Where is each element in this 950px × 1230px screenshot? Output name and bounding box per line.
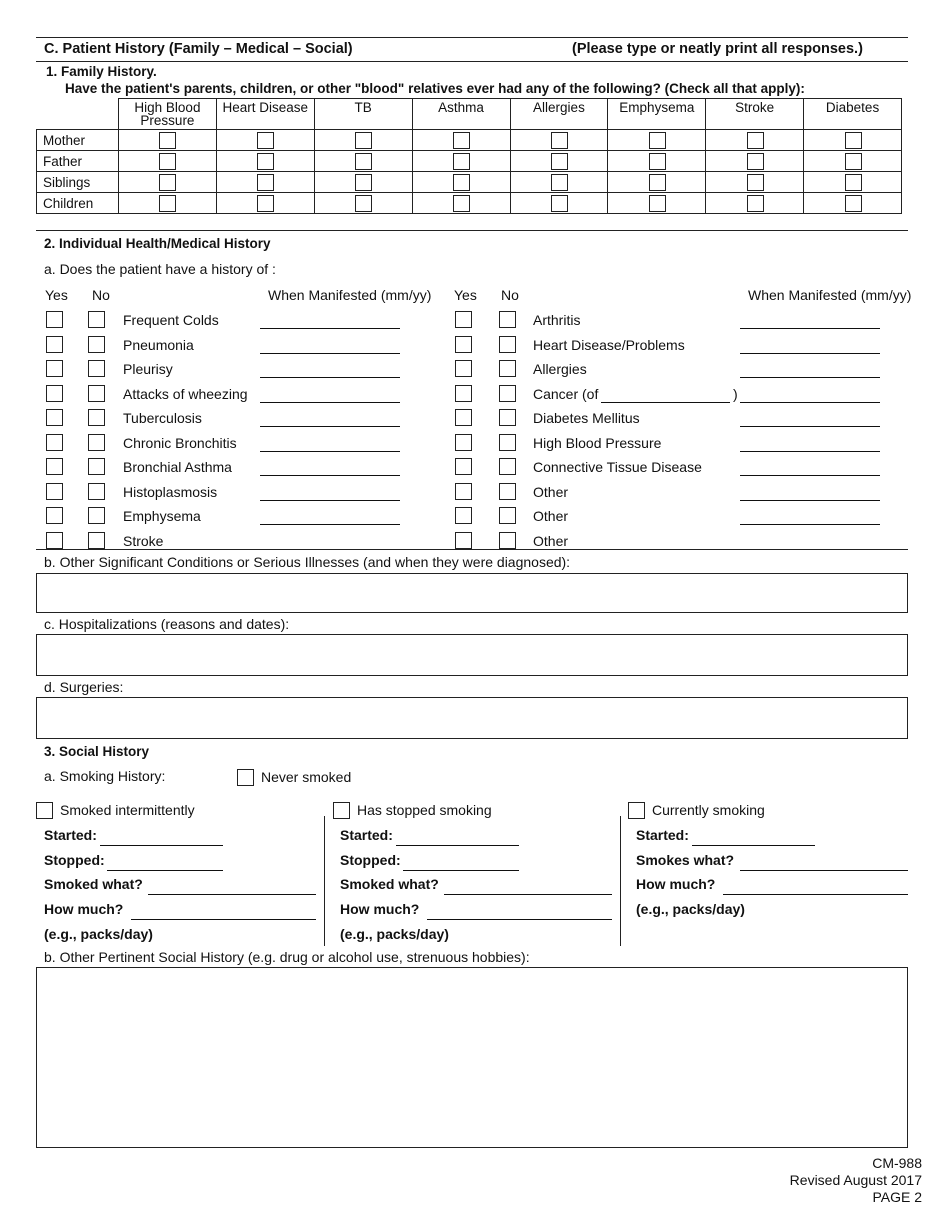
family-history-checkbox[interactable] xyxy=(649,132,666,149)
family-history-checkbox[interactable] xyxy=(551,132,568,149)
col-yes-right: Yes xyxy=(454,287,477,303)
row-label: Siblings xyxy=(37,172,119,193)
table-cell xyxy=(804,172,902,193)
table-row xyxy=(37,130,902,151)
column-header: Emphysema xyxy=(608,99,706,130)
table-cell xyxy=(608,151,706,172)
yes-checkbox[interactable] xyxy=(455,434,472,451)
intermittent-how-much-field[interactable] xyxy=(131,919,316,920)
when-manifested-field[interactable] xyxy=(740,451,880,452)
yes-checkbox[interactable] xyxy=(46,385,63,402)
surgeries-box[interactable] xyxy=(36,697,908,739)
no-checkbox[interactable] xyxy=(88,311,105,328)
yes-checkbox[interactable] xyxy=(455,507,472,524)
table-row xyxy=(37,172,902,193)
when-manifested-field[interactable] xyxy=(740,328,880,329)
no-checkbox[interactable] xyxy=(88,409,105,426)
family-history-checkbox[interactable] xyxy=(355,153,372,170)
no-checkbox[interactable] xyxy=(499,311,516,328)
row-label: Children xyxy=(37,193,119,214)
smoking-divider-2 xyxy=(620,816,621,946)
condition-label: Diabetes Mellitus xyxy=(533,410,640,426)
col-when-left: When Manifested (mm/yy) xyxy=(268,287,432,303)
table-corner xyxy=(37,99,119,130)
smoking-divider-1 xyxy=(324,816,325,946)
family-history-checkbox[interactable] xyxy=(747,174,764,191)
current-smokes-what-label: Smokes what? xyxy=(636,852,735,868)
table-cell xyxy=(608,130,706,151)
table-cell xyxy=(510,193,608,214)
social-history-title: 3. Social History xyxy=(44,744,150,759)
condition-label: Heart Disease/Problems xyxy=(533,337,685,353)
family-history-checkbox[interactable] xyxy=(845,174,862,191)
family-history-checkbox[interactable] xyxy=(453,195,470,212)
yes-checkbox[interactable] xyxy=(46,532,63,549)
col-yes-left: Yes xyxy=(45,287,68,303)
never-smoked-checkbox[interactable] xyxy=(237,769,254,786)
when-manifested-field[interactable] xyxy=(740,377,880,378)
section-title: C. Patient History (Family – Medical – Social) xyxy=(44,41,353,57)
family-history-checkbox[interactable] xyxy=(551,195,568,212)
column-header: TB xyxy=(314,99,412,130)
condition-label: Frequent Colds xyxy=(123,312,219,328)
condition-label: Arthritis xyxy=(533,312,581,328)
yes-checkbox[interactable] xyxy=(455,385,472,402)
column-header: High Blood Pressure xyxy=(119,99,217,130)
family-history-checkbox[interactable] xyxy=(845,132,862,149)
intermittent-smoked-what-field[interactable] xyxy=(148,894,316,895)
when-manifested-field[interactable] xyxy=(740,402,880,403)
currently-smoking-label: Currently smoking xyxy=(652,802,765,818)
stopped-how-much-field[interactable] xyxy=(427,919,612,920)
family-history-checkbox[interactable] xyxy=(257,195,274,212)
no-checkbox[interactable] xyxy=(88,336,105,353)
when-manifested-field[interactable] xyxy=(260,500,400,501)
yes-checkbox[interactable] xyxy=(46,507,63,524)
family-history-question: Have the patient's parents, children, or other "blood" relatives ever had any of the following? (Check all that apply): xyxy=(65,81,805,96)
current-example: (e.g., packs/day) xyxy=(636,901,745,917)
condition-label: Other xyxy=(533,533,569,549)
no-checkbox[interactable] xyxy=(499,434,516,451)
family-history-title: 1. Family History. xyxy=(46,64,157,79)
has-stopped-label: Has stopped smoking xyxy=(357,802,492,818)
current-how-much-field[interactable] xyxy=(723,894,908,895)
intermittent-stopped-label: Stopped: xyxy=(44,852,105,868)
yes-checkbox[interactable] xyxy=(46,434,63,451)
condition-label: Emphysema xyxy=(123,508,201,524)
table-cell xyxy=(706,130,804,151)
has-stopped-checkbox[interactable] xyxy=(333,802,350,819)
no-checkbox[interactable] xyxy=(88,532,105,549)
table-cell xyxy=(119,151,217,172)
yes-checkbox[interactable] xyxy=(46,360,63,377)
no-checkbox[interactable] xyxy=(88,483,105,500)
section1-rule xyxy=(36,230,908,231)
row-label: Father xyxy=(37,151,119,172)
current-smokes-what-field[interactable] xyxy=(740,870,908,871)
no-checkbox[interactable] xyxy=(88,385,105,402)
when-manifested-field[interactable] xyxy=(260,353,400,354)
when-manifested-field[interactable] xyxy=(740,426,880,427)
family-history-checkbox[interactable] xyxy=(355,132,372,149)
table-cell xyxy=(119,130,217,151)
family-history-checkbox[interactable] xyxy=(159,153,176,170)
condition-label: Stroke xyxy=(123,533,164,549)
no-checkbox[interactable] xyxy=(88,458,105,475)
cancer-type-field[interactable] xyxy=(601,402,730,403)
column-header: Allergies xyxy=(510,99,608,130)
smoked-intermittently-label: Smoked intermittently xyxy=(60,802,195,818)
table-cell xyxy=(608,172,706,193)
table-cell xyxy=(314,172,412,193)
table-cell xyxy=(216,130,314,151)
family-history-checkbox[interactable] xyxy=(257,132,274,149)
when-manifested-field[interactable] xyxy=(260,475,400,476)
table-cell xyxy=(216,151,314,172)
intermittent-started-label: Started: xyxy=(44,827,97,843)
when-manifested-field[interactable] xyxy=(260,377,400,378)
condition-label: High Blood Pressure xyxy=(533,435,662,451)
table-cell xyxy=(706,151,804,172)
instruction-text: (Please type or neatly print all responses.) xyxy=(572,41,863,57)
stopped-example: (e.g., packs/day) xyxy=(340,926,449,942)
revised-date: Revised August 2017 xyxy=(789,1172,922,1188)
other-social-history-box[interactable] xyxy=(36,967,908,1148)
condition-label: Histoplasmosis xyxy=(123,484,218,500)
col-when-right: When Manifested (mm/yy) xyxy=(748,287,912,303)
intermittent-example: (e.g., packs/day) xyxy=(44,926,153,942)
condition-label: Attacks of wheezing xyxy=(123,386,248,402)
intermittent-smoked-what-label: Smoked what? xyxy=(44,876,143,892)
no-checkbox[interactable] xyxy=(499,336,516,353)
table-cell xyxy=(412,172,510,193)
condition-label: Other xyxy=(533,508,569,524)
when-manifested-field[interactable] xyxy=(740,353,880,354)
condition-label: Pneumonia xyxy=(123,337,194,353)
condition-label: Other xyxy=(533,484,569,500)
no-checkbox[interactable] xyxy=(499,360,516,377)
col-no-left: No xyxy=(92,287,110,303)
family-history-checkbox[interactable] xyxy=(845,195,862,212)
table-cell xyxy=(119,193,217,214)
table-cell xyxy=(608,193,706,214)
family-history-checkbox[interactable] xyxy=(159,174,176,191)
family-history-checkbox[interactable] xyxy=(649,153,666,170)
family-history-checkbox[interactable] xyxy=(453,132,470,149)
yes-checkbox[interactable] xyxy=(46,483,63,500)
condition-label: Connective Tissue Disease xyxy=(533,459,702,475)
table-cell xyxy=(804,151,902,172)
current-started-field[interactable] xyxy=(692,845,815,846)
family-history-checkbox[interactable] xyxy=(649,174,666,191)
condition-label: Chronic Bronchitis xyxy=(123,435,237,451)
table-cell xyxy=(412,193,510,214)
intermittent-stopped-field[interactable] xyxy=(107,870,223,871)
when-manifested-field[interactable] xyxy=(740,524,880,525)
family-history-checkbox[interactable] xyxy=(845,153,862,170)
yes-checkbox[interactable] xyxy=(46,409,63,426)
family-history-checkbox[interactable] xyxy=(453,153,470,170)
smoking-history-label: a. Smoking History: xyxy=(44,768,166,784)
table-cell xyxy=(119,172,217,193)
family-history-checkbox[interactable] xyxy=(747,153,764,170)
family-history-checkbox[interactable] xyxy=(551,174,568,191)
social-question-b-label: b. Other Pertinent Social History (e.g. drug or alcohol use, strenuous hobbies): xyxy=(44,949,530,965)
currently-smoking-checkbox[interactable] xyxy=(628,802,645,819)
question-c-label: c. Hospitalizations (reasons and dates): xyxy=(44,616,290,632)
when-manifested-field[interactable] xyxy=(260,426,400,427)
family-history-checkbox[interactable] xyxy=(159,132,176,149)
yes-checkbox[interactable] xyxy=(455,409,472,426)
individual-history-title: 2. Individual Health/Medical History xyxy=(44,236,271,251)
table-cell xyxy=(706,193,804,214)
stopped-smoked-what-field[interactable] xyxy=(444,894,612,895)
no-checkbox[interactable] xyxy=(499,507,516,524)
family-history-checkbox[interactable] xyxy=(649,195,666,212)
yes-checkbox[interactable] xyxy=(455,336,472,353)
family-history-table xyxy=(36,98,902,214)
table-cell xyxy=(314,130,412,151)
no-checkbox[interactable] xyxy=(499,385,516,402)
never-smoked-label: Never smoked xyxy=(261,769,352,785)
condition-label: Cancer (of xyxy=(533,386,599,402)
table-cell xyxy=(706,172,804,193)
table-row xyxy=(37,193,902,214)
individual-question-a: a. Does the patient have a history of : xyxy=(44,261,276,277)
no-checkbox[interactable] xyxy=(499,458,516,475)
table-cell xyxy=(412,130,510,151)
yes-checkbox[interactable] xyxy=(46,336,63,353)
table-cell xyxy=(314,151,412,172)
family-history-checkbox[interactable] xyxy=(355,174,372,191)
condition-label: Bronchial Asthma xyxy=(123,459,232,475)
family-history-checkbox[interactable] xyxy=(453,174,470,191)
no-checkbox[interactable] xyxy=(88,434,105,451)
condition-label: Pleurisy xyxy=(123,361,173,377)
page-number: PAGE 2 xyxy=(872,1189,922,1205)
table-cell xyxy=(510,151,608,172)
yes-checkbox[interactable] xyxy=(455,483,472,500)
table-cell xyxy=(510,172,608,193)
family-history-checkbox[interactable] xyxy=(747,195,764,212)
column-header: Heart Disease xyxy=(216,99,314,130)
column-header: Diabetes xyxy=(804,99,902,130)
family-history-checkbox[interactable] xyxy=(551,153,568,170)
stopped-how-much-label: How much? xyxy=(340,901,420,917)
intermittent-started-field[interactable] xyxy=(100,845,223,846)
current-how-much-label: How much? xyxy=(636,876,716,892)
stopped-stopped-label: Stopped: xyxy=(340,852,401,868)
yes-checkbox[interactable] xyxy=(455,360,472,377)
question-b-label: b. Other Significant Conditions or Serious Illnesses (and when they were diagnosed): xyxy=(44,554,571,570)
stopped-smoked-what-label: Smoked what? xyxy=(340,876,439,892)
col-no-right: No xyxy=(501,287,519,303)
table-cell xyxy=(314,193,412,214)
condition-label: Tuberculosis xyxy=(123,410,202,426)
intermittent-how-much-label: How much? xyxy=(44,901,124,917)
question-d-label: d. Surgeries: xyxy=(44,679,124,695)
yes-checkbox[interactable] xyxy=(46,458,63,475)
family-history-checkbox[interactable] xyxy=(257,153,274,170)
table-cell xyxy=(216,172,314,193)
when-manifested-field[interactable] xyxy=(260,328,400,329)
table-row xyxy=(37,151,902,172)
family-history-checkbox[interactable] xyxy=(747,132,764,149)
no-checkbox[interactable] xyxy=(499,532,516,549)
other-conditions-box[interactable] xyxy=(36,573,908,613)
yes-checkbox[interactable] xyxy=(455,311,472,328)
stopped-stopped-field[interactable] xyxy=(403,870,519,871)
row-label: Mother xyxy=(37,130,119,151)
yes-checkbox[interactable] xyxy=(455,532,472,549)
table-cell xyxy=(804,130,902,151)
no-checkbox[interactable] xyxy=(88,360,105,377)
table-cell xyxy=(510,130,608,151)
column-header: Asthma xyxy=(412,99,510,130)
top-rule xyxy=(36,37,908,38)
family-history-checkbox[interactable] xyxy=(257,174,274,191)
current-started-label: Started: xyxy=(636,827,689,843)
yes-checkbox[interactable] xyxy=(455,458,472,475)
column-header: Stroke xyxy=(706,99,804,130)
family-history-checkbox[interactable] xyxy=(355,195,372,212)
when-manifested-field[interactable] xyxy=(740,475,880,476)
header-rule xyxy=(36,61,908,62)
yes-checkbox[interactable] xyxy=(46,311,63,328)
conditions-rule xyxy=(36,549,908,550)
when-manifested-field[interactable] xyxy=(260,524,400,525)
no-checkbox[interactable] xyxy=(499,409,516,426)
condition-label: Allergies xyxy=(533,361,587,377)
stopped-started-label: Started: xyxy=(340,827,393,843)
table-cell xyxy=(412,151,510,172)
family-history-checkbox[interactable] xyxy=(159,195,176,212)
hospitalizations-box[interactable] xyxy=(36,634,908,676)
no-checkbox[interactable] xyxy=(499,483,516,500)
smoked-intermittently-checkbox[interactable] xyxy=(36,802,53,819)
when-manifested-field[interactable] xyxy=(260,402,400,403)
when-manifested-field[interactable] xyxy=(260,451,400,452)
no-checkbox[interactable] xyxy=(88,507,105,524)
stopped-started-field[interactable] xyxy=(396,845,519,846)
cancer-close-paren: ) xyxy=(733,386,738,402)
table-cell xyxy=(804,193,902,214)
when-manifested-field[interactable] xyxy=(740,500,880,501)
table-cell xyxy=(216,193,314,214)
form-number: CM-988 xyxy=(872,1155,922,1171)
